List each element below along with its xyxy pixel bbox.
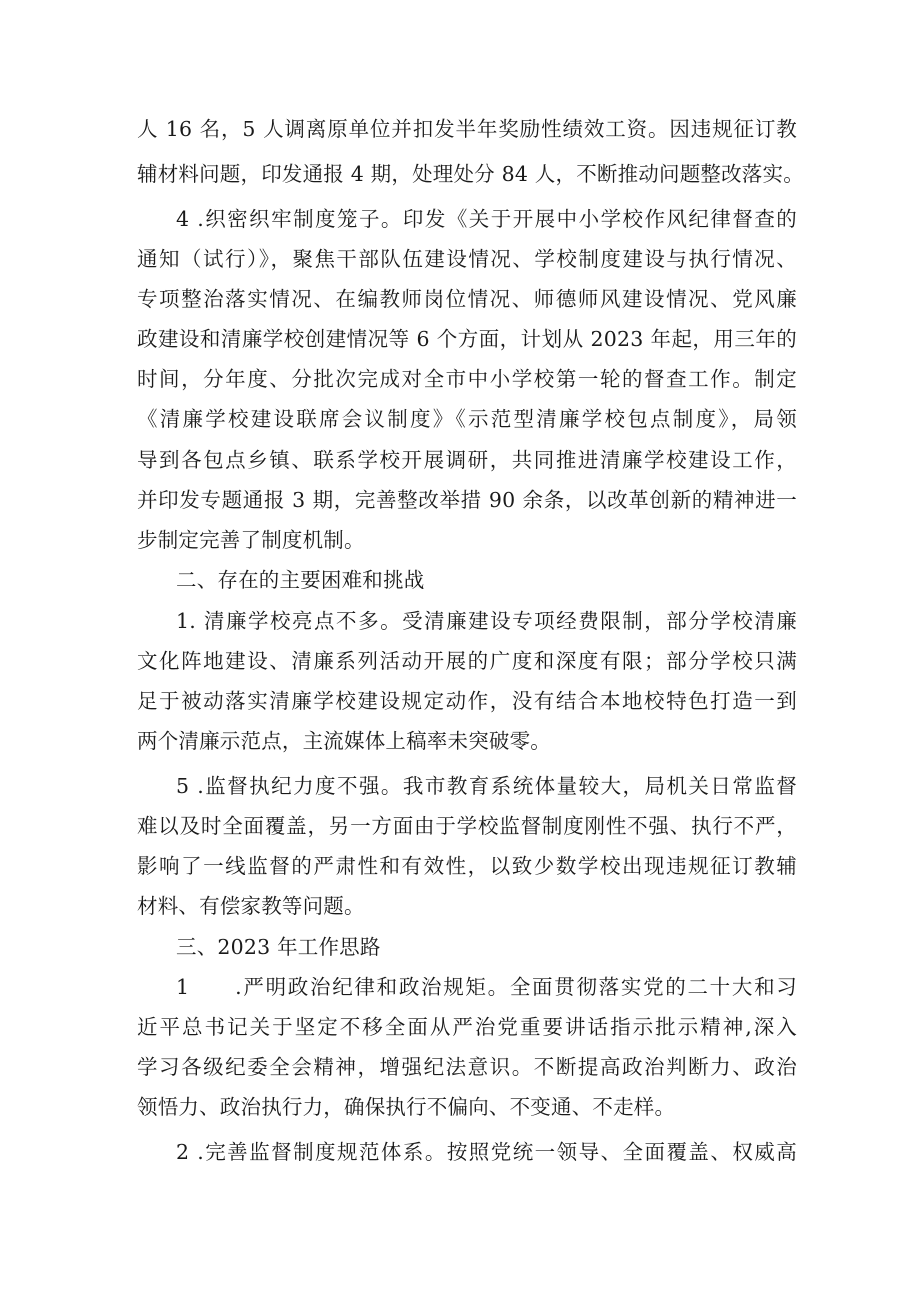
paragraph-start-line: 5 .监督执纪力度不强。我市教育系统体量较大，局机关日常监督 — [176, 774, 797, 798]
body-text-line: 难以及时全面覆盖，另一方面由于学校监督制度刚性不强、执行不严， — [137, 814, 797, 838]
body-text-line: 专项整治落实情况、在编教师岗位情况、师德师风建设情况、党风廉 — [137, 287, 797, 311]
body-text-line: 时间，分年度、分批次完成对全市中小学校第一轮的督查工作。制定 — [137, 367, 797, 391]
body-text-line: 文化阵地建设、清廉系列活动开展的广度和深度有限；部分学校只满 — [137, 649, 797, 673]
body-text-line: 并印发专题通报 3 期，完善整改举措 90 余条，以改革创新的精神进一 — [137, 488, 797, 512]
paragraph-start-line: 2 .完善监督制度规范体系。按照党统一领导、全面覆盖、权威高 — [176, 1140, 797, 1164]
body-text-line: 《清廉学校建设联席会议制度》《示范型清廉学校包点制度》，局领 — [137, 407, 797, 431]
body-text-line: 近平总书记关于坚定不移全面从严治党重要讲话指示批示精神,深入 — [137, 1015, 797, 1039]
body-text-line: 步制定完善了制度机制。 — [137, 528, 365, 552]
section-heading: 二、存在的主要困难和挑战 — [176, 568, 425, 592]
body-text-line: 足于被动落实清廉学校建设规定动作，没有结合本地校特色打造一到 — [137, 689, 797, 713]
body-text-line: 影响了一线监督的严肃性和有效性，以致少数学校出现违规征订教辅 — [137, 854, 797, 878]
body-text-line: 材料、有偿家教等问题。 — [137, 894, 365, 918]
body-text-line: 通知（试行）》，聚焦干部队伍建设情况、学校制度建设与执行情况、 — [137, 247, 797, 271]
paragraph-start-line: 1. 清廉学校亮点不多。受清廉建设专项经费限制，部分学校清廉 — [176, 609, 797, 633]
body-text-line: 辅材料问题，印发通报 4 期，处理处分 84 人，不断推动问题整改落实。 — [137, 162, 804, 186]
paragraph-start-line: 1 .严明政治纪律和政治规矩。全面贯彻落实党的二十大和习 — [176, 975, 797, 999]
body-text-line: 领悟力、政治执行力，确保执行不偏向、不变通、不走样。 — [137, 1095, 676, 1119]
section-heading: 三、2023 年工作思路 — [176, 935, 381, 959]
body-text-line: 人 16 名，5 人调离原单位并扣发半年奖励性绩效工资。因违规征订教 — [137, 117, 797, 141]
body-text-line: 政建设和清廉学校创建情况等 6 个方面，计划从 2023 年起，用三年的 — [137, 327, 797, 351]
paragraph-start-line: 4 .织密织牢制度笼子。印发《关于开展中小学校作风纪律督查的 — [176, 207, 797, 231]
body-text-line: 学习各级纪委全会精神，增强纪法意识。不断提高政治判断力、政治 — [137, 1055, 797, 1079]
body-text-line: 两个清廉示范点，主流媒体上稿率未突破零。 — [137, 729, 551, 753]
body-text-line: 导到各包点乡镇、联系学校开展调研，共同推进清廉学校建设工作， — [137, 448, 797, 472]
